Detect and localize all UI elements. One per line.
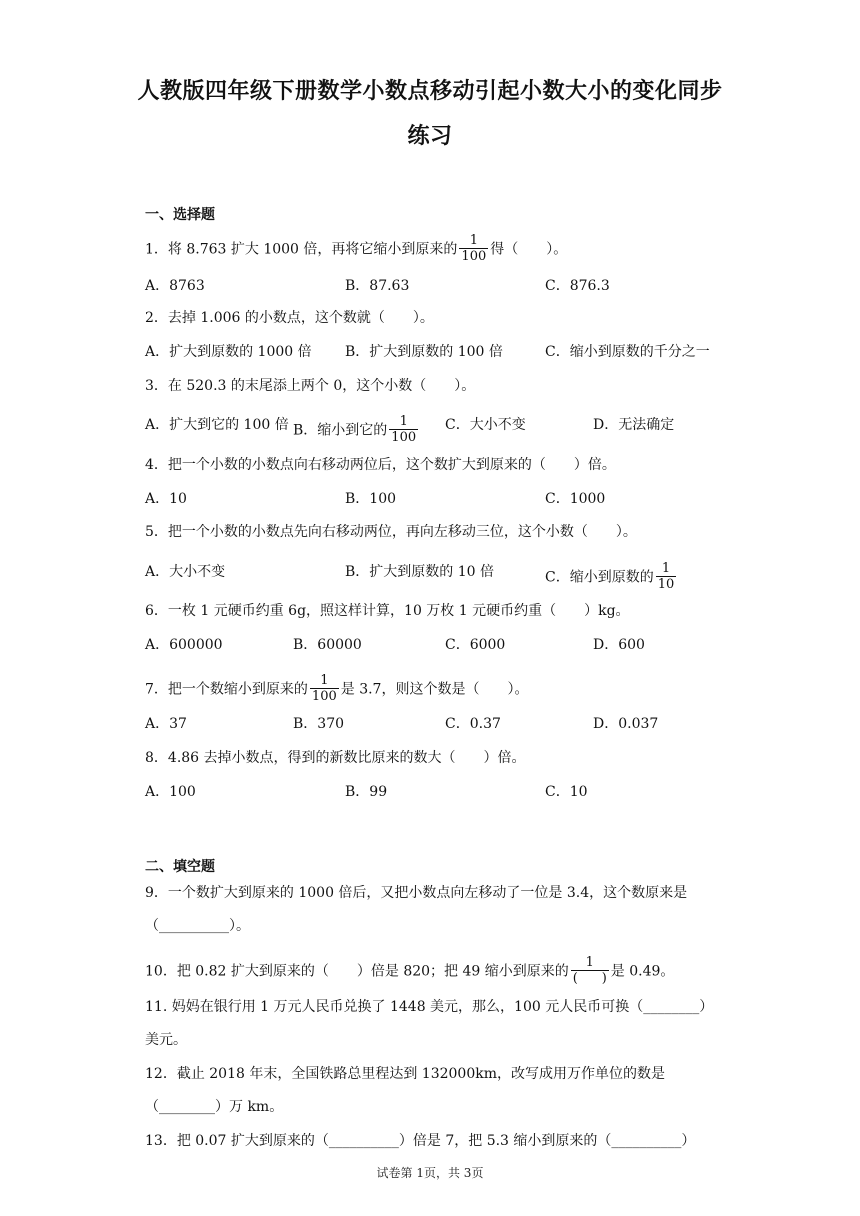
- option-c: C．1000: [545, 491, 606, 507]
- option-c: C．6000: [445, 637, 506, 653]
- fraction: $\frac{1}{100}$: [461, 233, 487, 264]
- fraction: $\frac{1}{100}$: [391, 414, 417, 445]
- option-b: B．99: [345, 784, 388, 800]
- option-b: B．87.63: [345, 278, 410, 294]
- option-d: D．0.037: [593, 716, 659, 732]
- question-8: 8．4.86 去掉小数点，得到的新数比原来的数大（ ）倍。: [145, 750, 526, 766]
- option-b: B．370: [293, 716, 345, 732]
- fraction-blank: 1 ( ): [572, 955, 607, 986]
- option-b: B．60000: [293, 637, 362, 653]
- option-a: A．37: [145, 716, 187, 732]
- option-a: A．8763: [145, 278, 205, 294]
- document-title-line1: 人教版四年级下册数学小数点移动引起小数大小的变化同步: [137, 79, 723, 104]
- option-b: B．缩小到它的 $\frac{1}{100}$: [293, 414, 417, 445]
- section-heading-choice: 一、选择题: [145, 207, 215, 223]
- question-11-line2: 美元。: [145, 1032, 187, 1048]
- option-c: C．0.37: [445, 716, 501, 732]
- option-b: B．扩大到原数的 10 倍: [345, 564, 495, 580]
- option-d: D．无法确定: [593, 417, 675, 433]
- question-12-line1: 12．截止 2018 年末，全国铁路总里程达到 132000km，改写成用万作单位的数是: [145, 1066, 665, 1082]
- option-d: D．600: [593, 637, 645, 653]
- option-b: B．100: [345, 491, 397, 507]
- option-a: A．扩大到原数的 1000 倍: [145, 344, 312, 360]
- option-a: A．600000: [145, 637, 223, 653]
- option-c: C．大小不变: [445, 417, 526, 433]
- option-a: A．100: [145, 784, 196, 800]
- question-9-line2: （__________）。: [145, 918, 250, 934]
- option-c: C．缩小到原数的 $\frac{1}{10}$: [545, 561, 675, 592]
- fraction: $\frac{1}{10}$: [657, 561, 675, 592]
- option-c: C．876.3: [545, 278, 610, 294]
- question-13-line1: 13．把 0.07 扩大到原来的（__________）倍是 7，把 5.3 缩小到原来的（__________）: [145, 1133, 696, 1149]
- section-heading-fill: 二、填空题: [145, 859, 215, 875]
- question-11-line1: 11. 妈妈在银行用 1 万元人民币兑换了 1448 美元，那么，100 元人民币可换（________）: [145, 999, 714, 1015]
- option-c: C．10: [545, 784, 588, 800]
- question-3: 3．在 520.3 的末尾添上两个 0，这个小数（ ）。: [145, 378, 476, 394]
- question-12-line2: （________）万 km。: [145, 1099, 284, 1115]
- question-6: 6．一枚 1 元硬币约重 6g，照这样计算，10 万枚 1 元硬币约重（ ）kg。: [145, 603, 630, 619]
- option-c: C．缩小到原数的千分之一: [545, 344, 710, 360]
- question-1: 1．将 8.763 扩大 1000 倍，再将它缩小到原来的 $\frac{1}{100}$ 得（ ）。: [145, 233, 568, 264]
- option-a: A．大小不变: [145, 564, 226, 580]
- question-5: 5．把一个小数的小数点先向右移动两位，再向左移动三位，这个小数（ ）。: [145, 524, 637, 540]
- document-title-line2: 练习: [407, 124, 453, 149]
- question-4: 4．把一个小数的小数点向右移动两位后，这个数扩大到原来的（ ）倍。: [145, 457, 616, 473]
- page-footer: 试卷第 1页，共 3页: [376, 1166, 484, 1180]
- question-2: 2．去掉 1.006 的小数点，这个数就（ ）。: [145, 310, 434, 326]
- question-10: 10．把 0.82 扩大到原来的（ ）倍是 820；把 49 缩小到原来的 1 ( ) 是 0.49。: [145, 955, 675, 986]
- option-a: A．扩大到它的 100 倍: [145, 417, 289, 433]
- option-b: B．扩大到原数的 100 倍: [345, 344, 503, 360]
- option-a: A．10: [145, 491, 187, 507]
- fraction: $\frac{1}{100}$: [311, 673, 337, 704]
- question-9-line1: 9．一个数扩大到原来的 1000 倍后，又把小数点向左移动了一位是 3.4，这个数原来是: [145, 885, 688, 901]
- question-7: 7．把一个数缩小到原来的 $\frac{1}{100}$ 是 3.7，则这个数是（ ）。: [145, 673, 529, 704]
